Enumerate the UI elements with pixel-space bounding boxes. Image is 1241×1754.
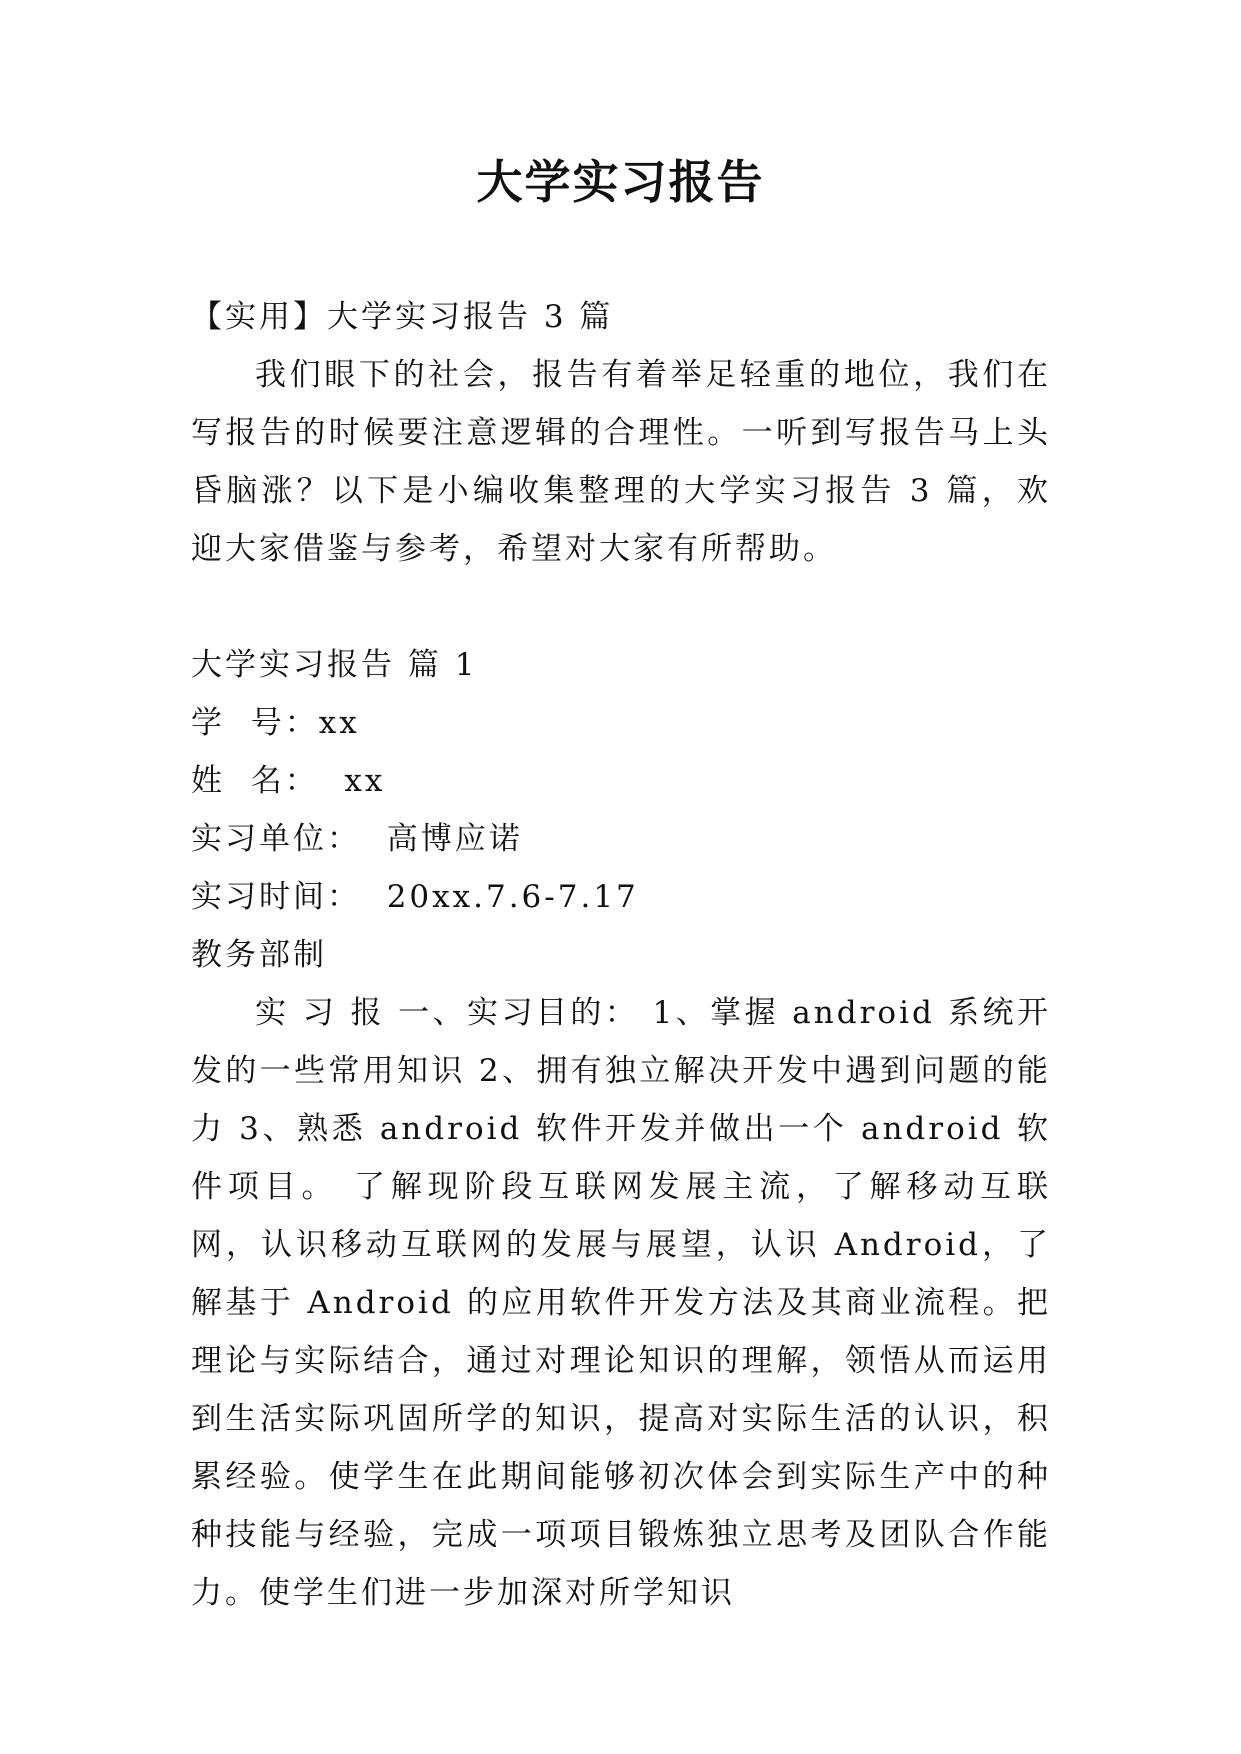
document-body (191, 288, 1051, 1622)
body-paragraph: 实 习 报 一、实习目的： 1、掌握 android 系统开发的一些常用知识 2、拥有独立解决开发中遇到问题的能力 3、熟悉 android 软件开发并做出一个 android 软件项目。 了解现阶段互联网发展主流，了解移动互联网，认识移动互联网的发展与展望，认识 Android，了解基于 Android 的应用软件开发方法及其商业流程。把理论与实际结合，通过对理论知识的理解，领悟从而运用到生活实际巩固所学的知识，提高对实际生活的认识，积累经验。使学生在此期间能够初次体会到实际生产中的种种技能与经验，完成一项项目锻炼独立思考及团队合作能力。使学生们进一步加深对所学知识 (191, 995, 1051, 1611)
document-subtitle: 【实用】大学实习报告 3 篇 (191, 299, 614, 335)
internship-unit-field: 实习单位： 高博应诺 (191, 821, 523, 857)
name-field: 姓 名： xx (191, 763, 386, 799)
section-heading: 大学实习报告 篇 1 (191, 647, 478, 683)
intro-paragraph: 我们眼下的社会，报告有着举足轻重的地位，我们在写报告的时候要注意逻辑的合理性。一听到写报告马上头昏脑涨？以下是小编收集整理的大学实习报告 3 篇，欢迎大家借鉴与参考，希望对大家有所帮助。 (191, 357, 1051, 567)
office-field: 教务部制 (191, 937, 327, 973)
student-id-field: 学 号：xx (191, 705, 360, 741)
section-spacer (191, 578, 1051, 636)
document-title: 大学实习报告 (476, 155, 765, 209)
internship-time-field: 实习时间： 20xx.7.6-7.17 (191, 879, 639, 915)
